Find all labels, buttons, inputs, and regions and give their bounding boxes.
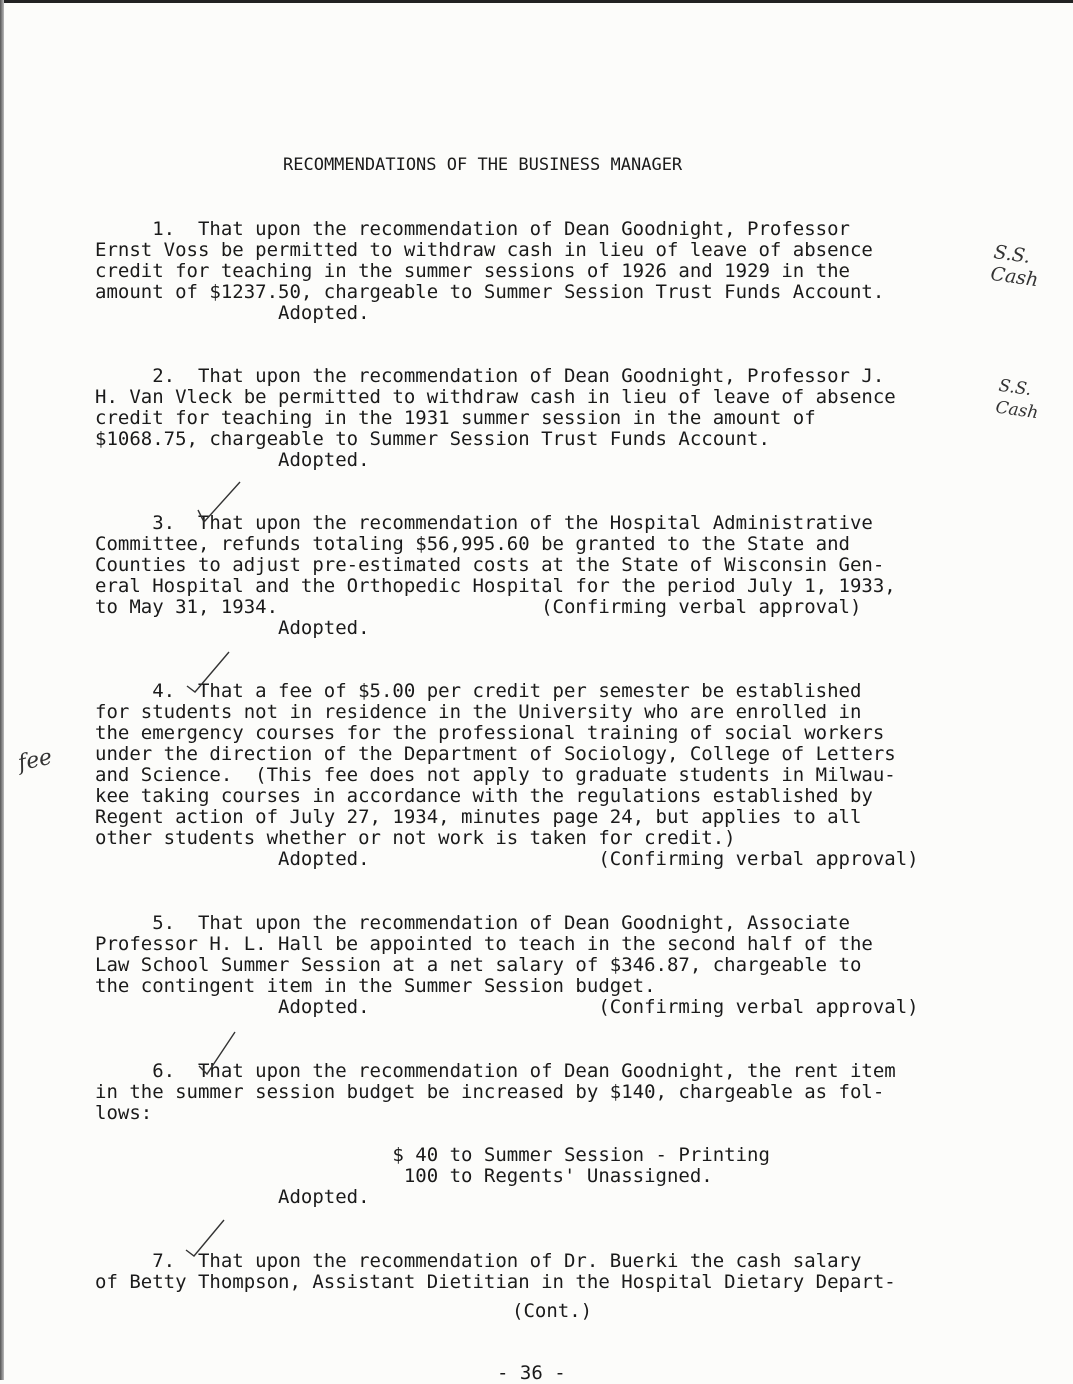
item-4-line-4: under the direction of the Department of Sociology, College of Letters: [95, 743, 896, 765]
item-1-line-4: amount of $1237.50, chargeable to Summer Session Trust Funds Account.: [95, 281, 885, 303]
continued-label: (Cont.): [512, 1300, 593, 1322]
item-4-line-1: 4. That a fee of $5.00 per credit per semester be established: [95, 680, 862, 702]
item-1-line-3: credit for teaching in the summer sessions of 1926 and 1929 in the: [95, 260, 850, 282]
item-3-adopted: Adopted.: [95, 617, 370, 639]
checkmark-icon: [195, 1030, 255, 1080]
item-5-adopted: Adopted. (Confirming verbal approval): [95, 996, 919, 1018]
item-1-line-1: 1. That upon the recommendation of Dean Goodnight, Professor: [95, 218, 850, 240]
item-6-line-2: in the summer session budget be increased by $140, chargeable as fol-: [95, 1081, 885, 1103]
item-5-line-2: Professor H. L. Hall be appointed to teach in the second half of the: [95, 933, 873, 955]
item-6-line-3: lows:: [95, 1102, 153, 1124]
item-6-allocation-1: $ 40 to Summer Session - Printing: [95, 1144, 770, 1166]
item-4-line-8: other students whether or not work is taken for credit.): [95, 827, 736, 849]
item-2-line-2: H. Van Vleck be permitted to withdraw cash in lieu of leave of absence: [95, 386, 896, 408]
item-3-line-4: eral Hospital and the Orthopedic Hospital for the period July 1, 1933,: [95, 575, 896, 597]
item-5-line-4: the contingent item in the Summer Session budget.: [95, 975, 656, 997]
item-4-line-5: and Science. (This fee does not apply to graduate students in Milwau-: [95, 764, 896, 786]
item-5-line-1: 5. That upon the recommendation of Dean Goodnight, Associate: [95, 912, 850, 934]
item-1-line-2: Ernst Voss be permitted to withdraw cash in lieu of leave of absence: [95, 239, 873, 261]
item-3-line-5: to May 31, 1934. (Confirming verbal approval): [95, 596, 862, 618]
item-3-line-1: 3. That upon the recommendation of the Hospital Administrative: [95, 512, 873, 534]
checkmark-icon: [180, 1218, 240, 1268]
checkmark-icon: [190, 480, 250, 530]
margin-note-fee: fee: [15, 744, 55, 777]
checkmark-icon: [183, 650, 243, 700]
item-4-line-7: Regent action of July 27, 1934, minutes page 24, but applies to all: [95, 806, 862, 828]
item-4-line-3: the emergency courses for the professional training of social workers: [95, 722, 885, 744]
item-3-line-2: Committee, refunds totaling $56,995.60 be granted to the State and: [95, 533, 850, 555]
page-number: - 36 -: [497, 1362, 566, 1384]
item-4-line-6: kee taking courses in accordance with the regulations established by: [95, 785, 873, 807]
item-6-line-1: 6. That upon the recommendation of Dean Goodnight, the rent item: [95, 1060, 896, 1082]
item-6-allocation-2: 100 to Regents' Unassigned.: [95, 1165, 713, 1187]
item-6-adopted: Adopted.: [95, 1186, 370, 1208]
page-left-edge: [0, 0, 4, 1380]
document-title: RECOMMENDATIONS OF THE BUSINESS MANAGER: [283, 155, 683, 175]
item-3-line-3: Counties to adjust pre-estimated costs at the State of Wisconsin Gen-: [95, 554, 885, 576]
margin-note-ss-cash-2: S.S. Cash: [994, 375, 1040, 424]
margin-note-ss-cash-1: S.S. Cash: [989, 241, 1040, 292]
item-2-line-4: $1068.75, chargeable to Summer Session Trust Funds Account.: [95, 428, 770, 450]
item-7-line-2: of Betty Thompson, Assistant Dietitian in the Hospital Dietary Depart-: [95, 1271, 896, 1293]
item-4-adopted: Adopted. (Confirming verbal approval): [95, 848, 919, 870]
item-5-line-3: Law School Summer Session at a net salary of $346.87, chargeable to: [95, 954, 862, 976]
item-2-line-1: 2. That upon the recommendation of Dean Goodnight, Professor J.: [95, 365, 885, 387]
page-top-edge: [0, 0, 1073, 3]
item-2-line-3: credit for teaching in the 1931 summer session in the amount of: [95, 407, 816, 429]
item-2-adopted: Adopted.: [95, 449, 370, 471]
item-1-adopted: Adopted.: [95, 302, 370, 324]
item-7-line-1: 7. That upon the recommendation of Dr. Buerki the cash salary: [95, 1250, 862, 1272]
item-4-line-2: for students not in residence in the University who are enrolled in: [95, 701, 862, 723]
